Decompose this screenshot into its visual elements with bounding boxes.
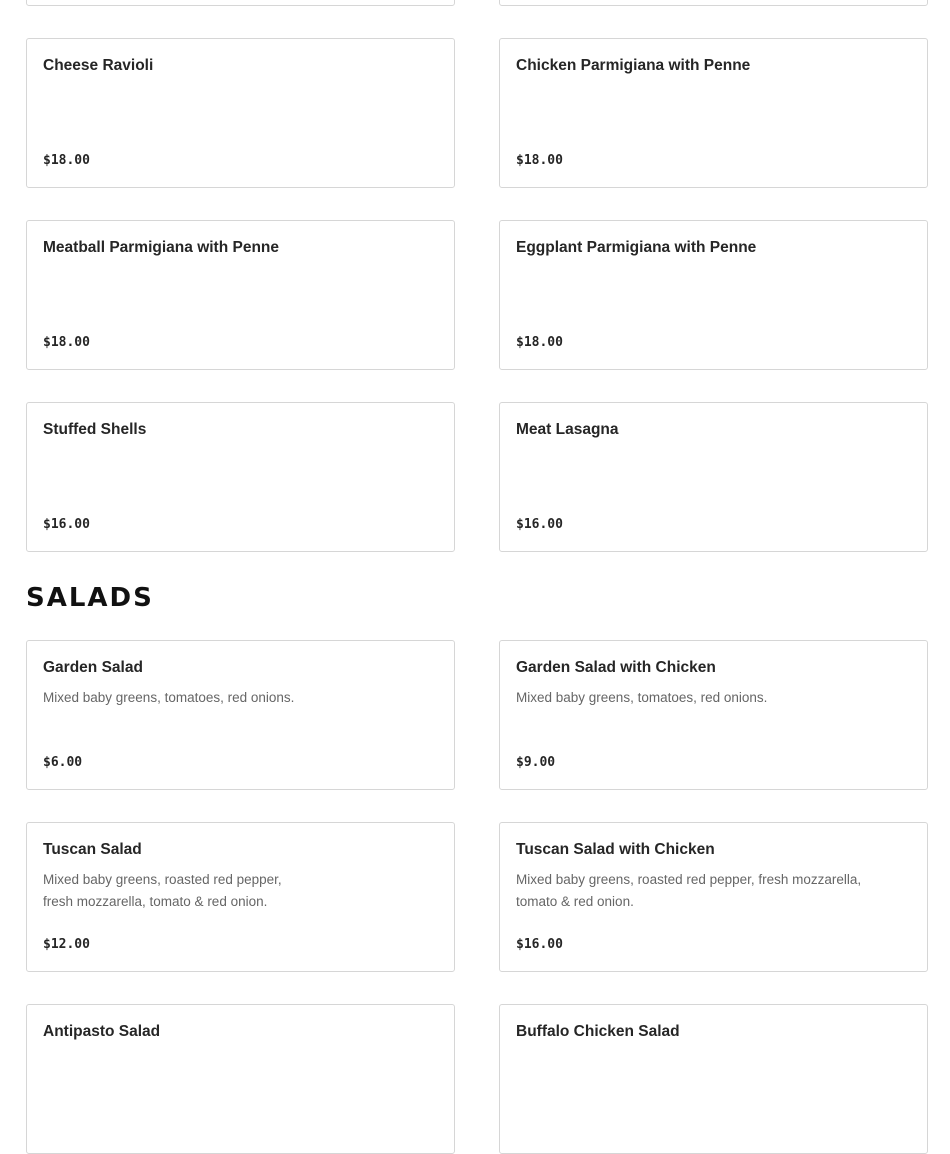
menu-item-name: Garden Salad bbox=[43, 659, 143, 676]
menu-item-price: $18.00 bbox=[43, 335, 90, 350]
menu-item-card[interactable] bbox=[499, 1004, 928, 1154]
menu-item-name: Cheese Ravioli bbox=[43, 57, 154, 74]
menu-item-card[interactable] bbox=[26, 38, 455, 188]
menu-item-name: Eggplant Parmigiana with Penne bbox=[516, 239, 757, 256]
menu-item-card[interactable] bbox=[26, 1004, 455, 1154]
menu-item-card[interactable] bbox=[499, 38, 928, 188]
menu-item-card[interactable] bbox=[499, 0, 928, 6]
menu-item-price: $6.00 bbox=[43, 755, 83, 770]
menu-item-price: $16.00 bbox=[516, 937, 563, 952]
menu-item-card[interactable] bbox=[499, 220, 928, 370]
menu-item-card[interactable] bbox=[499, 402, 928, 552]
menu-item-name: Chicken Parmigiana with Penne bbox=[516, 57, 751, 74]
menu-item-price: $18.00 bbox=[43, 153, 90, 168]
menu-item-card[interactable] bbox=[26, 402, 455, 552]
menu-item-card[interactable] bbox=[26, 640, 455, 790]
menu-item-name: Antipasto Salad bbox=[43, 1023, 161, 1040]
menu-item-name: Garden Salad with Chicken bbox=[516, 659, 716, 676]
menu-item-card[interactable] bbox=[499, 640, 928, 790]
menu-item-price: $12.00 bbox=[43, 937, 90, 952]
menu-item-description: Mixed baby greens, roasted red pepper, fresh mozzarella, tomato & red onion. bbox=[516, 872, 862, 909]
menu-item-name: Stuffed Shells bbox=[43, 421, 147, 438]
menu-item-card[interactable] bbox=[26, 0, 455, 6]
menu-item-price: $16.00 bbox=[516, 517, 563, 532]
menu-item-name: Meatball Parmigiana with Penne bbox=[43, 239, 280, 256]
menu-item-card[interactable] bbox=[26, 822, 455, 972]
menu-item-name: Meat Lasagna bbox=[516, 421, 619, 438]
menu-item-price: $18.00 bbox=[516, 153, 563, 168]
menu-item-price: $18.00 bbox=[516, 335, 563, 350]
menu-item-name: Buffalo Chicken Salad bbox=[516, 1023, 680, 1040]
section-title-salads: SALADS bbox=[26, 583, 154, 613]
menu-item-price: $16.00 bbox=[43, 517, 90, 532]
menu-item-description: Mixed baby greens, tomatoes, red onions. bbox=[516, 690, 768, 705]
menu-item-price: $9.00 bbox=[516, 755, 556, 770]
menu-item-description: Mixed baby greens, tomatoes, red onions. bbox=[43, 690, 295, 705]
menu-item-name: Tuscan Salad bbox=[43, 841, 142, 858]
menu-item-description: Mixed baby greens, roasted red pepper, fresh mozzarella, tomato & red onion. bbox=[43, 872, 282, 909]
menu-item-card[interactable] bbox=[26, 220, 455, 370]
menu-item-name: Tuscan Salad with Chicken bbox=[516, 841, 715, 858]
menu-item-card[interactable] bbox=[499, 822, 928, 972]
